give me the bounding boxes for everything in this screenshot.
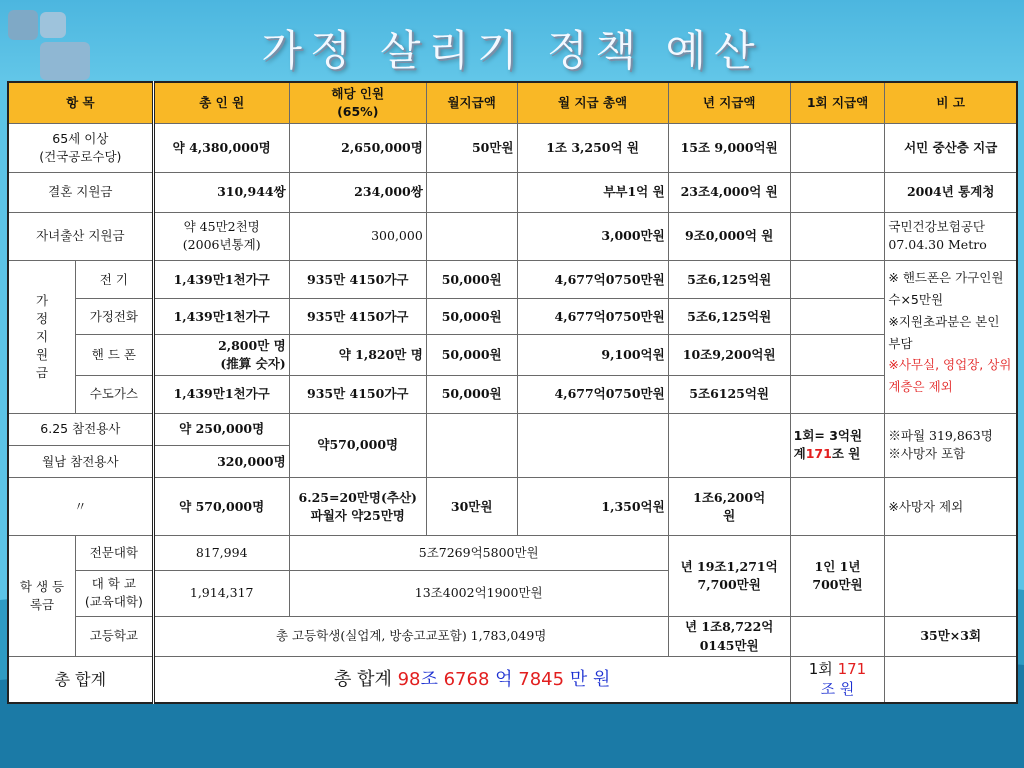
table-row: [8, 299, 1017, 335]
cell-amount: 5조7269억5800만원: [289, 536, 668, 570]
cell-onetime: [790, 299, 885, 335]
row-label: 가정전화: [76, 299, 154, 335]
row-label: 6.25 참전용사: [8, 413, 153, 445]
cell-total: 2,800만 명 (推算 숫자): [153, 335, 289, 375]
note-line-red: ※사무실, 영업장, 상위계층은 제외: [888, 357, 1012, 395]
table-row: [8, 172, 1017, 212]
cell-monthly: 50만원: [426, 124, 517, 172]
cell-monthly: 30만원: [426, 478, 517, 536]
row-label: 〃: [8, 478, 153, 536]
cell-yearly: 9조0,000억 원: [668, 212, 790, 260]
table-row: [8, 478, 1017, 536]
cell-monthly-total: 4,677억0750만원: [517, 375, 668, 413]
total-unit: 억: [495, 668, 513, 690]
cell-yearly: 1조6,200억 원: [668, 478, 790, 536]
cell-target: 234,000쌍: [289, 172, 426, 212]
cell-onetime: [790, 478, 885, 536]
cell-total: 1,914,317: [153, 570, 289, 616]
cell-target: 6.25=20만명(추산) 파월자 약25만명: [289, 478, 426, 536]
row-label: 자녀출산 지원금: [8, 212, 153, 260]
cell-monthly-total: 부부1억 원: [517, 172, 668, 212]
onetime-unit: 조 원: [831, 446, 861, 462]
cell-monthly: 50,000원: [426, 335, 517, 375]
row-label: 65세 이상 (건국공로수당): [8, 124, 153, 172]
table-row: [8, 616, 1017, 656]
cell-monthly-total: 4,677억0750만원: [517, 299, 668, 335]
cell-description: 총 고등학생(실업계, 방송고교포함) 1,783,049명: [153, 616, 668, 656]
cell-note: ※사망자 제외: [885, 478, 1017, 536]
header-target: 해당 인원 (65%): [289, 82, 426, 124]
cell-note: [885, 657, 1017, 703]
cell-total: 310,944쌍: [153, 172, 289, 212]
table-row: [8, 335, 1017, 375]
cell-total: 약 4,380,000명: [153, 124, 289, 172]
cell-amount: 13조4002억1900만원: [289, 570, 668, 616]
total-prefix: 총 합계: [333, 668, 392, 690]
total-unit: 조: [420, 668, 438, 690]
row-label: 전문대학: [76, 536, 154, 570]
cell-onetime: [790, 413, 885, 477]
cell-note: [885, 536, 1017, 616]
cell-onetime: [790, 124, 885, 172]
total-unit: 만 원: [569, 668, 611, 690]
cell-target: 300,000: [289, 212, 426, 260]
onetime-line: [794, 445, 882, 463]
cell-monthly: 50,000원: [426, 299, 517, 335]
budget-table: [7, 81, 1018, 704]
cell-note: 35만×3회: [885, 616, 1017, 656]
onetime-prefix: 1회: [808, 660, 833, 679]
header-monthly-total: 월 지급 총액: [517, 82, 668, 124]
cell-yearly: 10조9,200억원: [668, 335, 790, 375]
cell-total: 320,000명: [153, 445, 289, 477]
table-row: [8, 260, 1017, 298]
onetime-unit: 조 원: [820, 679, 855, 698]
cell-target: 약570,000명: [289, 413, 426, 477]
grand-total-onetime: [790, 657, 885, 703]
total-trillion: 98: [397, 668, 421, 690]
header-monthly: 월지급액: [426, 82, 517, 124]
row-label: 총 합계: [8, 657, 153, 703]
table-row: [8, 212, 1017, 260]
grand-total-row: [8, 657, 1017, 703]
onetime-line: 1회= 3억원: [793, 428, 863, 444]
onetime-prefix: 계: [793, 446, 806, 462]
table-row: [8, 413, 1017, 445]
cell-yearly: 5조6125억원: [668, 375, 790, 413]
cell-total: 약 570,000명: [153, 478, 289, 536]
table-header-row: [8, 82, 1017, 124]
row-label: 결혼 지원금: [8, 172, 153, 212]
cell-total: 817,994: [153, 536, 289, 570]
cell-target: 935만 4150가구: [289, 299, 426, 335]
cell-onetime: [790, 260, 885, 298]
row-label: 대 학 교 (교육대학): [76, 570, 154, 616]
cell-onetime: [790, 616, 885, 656]
cell-yearly: 년 19조1,271억7,700만원: [668, 536, 790, 616]
group-label-household: 가 정 지 원 금: [8, 260, 76, 413]
cell-note: 국민건강보험공단 07.04.30 Metro: [885, 212, 1017, 260]
row-label: 핸 드 폰: [76, 335, 154, 375]
row-label: 수도가스: [76, 375, 154, 413]
header-total: 총 인 원: [153, 82, 289, 124]
grand-total-value: [153, 657, 790, 703]
row-label: 월남 참전용사: [8, 445, 153, 477]
cell-monthly-total: 4,677억0750만원: [517, 260, 668, 298]
header-onetime: 1회 지급액: [790, 82, 885, 124]
header-yearly: 년 지급액: [668, 82, 790, 124]
cell-total: 약 250,000명: [153, 413, 289, 445]
cell-monthly: 50,000원: [426, 375, 517, 413]
cell-note: ※파월 319,863명 ※사망자 포함: [885, 413, 1017, 477]
cell-onetime: 1인 1년 700만원: [790, 536, 885, 616]
note-line: ※ 핸드폰은 가구인원수×5만원: [888, 269, 1004, 307]
cell-onetime: [790, 375, 885, 413]
group-label-students: 학 생 등 록금: [8, 536, 76, 657]
cell-total: 1,439만1천가구: [153, 375, 289, 413]
cell-yearly: 23조4,000억 원: [668, 172, 790, 212]
cell-monthly-total: 1,350억원: [517, 478, 668, 536]
cell-yearly: 년 1조8,722억0145만원: [668, 616, 790, 656]
row-label: 고등학교: [76, 616, 154, 656]
total-ten-thousand: 7845: [518, 668, 565, 690]
cell-yearly: [668, 413, 790, 477]
cell-monthly-total: 9,100억원: [517, 335, 668, 375]
cell-monthly: [426, 413, 517, 477]
cell-total: 1,439만1천가구: [153, 260, 289, 298]
cell-onetime: [790, 212, 885, 260]
cell-target: 약 1,820만 명: [289, 335, 426, 375]
cell-yearly: 5조6,125억원: [668, 299, 790, 335]
cell-yearly: 5조6,125억원: [668, 260, 790, 298]
onetime-amount: 171: [837, 660, 867, 679]
cell-monthly-total: 1조 3,250억 원: [517, 124, 668, 172]
cell-onetime: [790, 335, 885, 375]
cell-onetime: [790, 172, 885, 212]
cell-yearly: 15조 9,000억원: [668, 124, 790, 172]
household-notes: [885, 260, 1017, 413]
table-row: [8, 536, 1017, 570]
table-row: [8, 124, 1017, 172]
total-hundred-million: 6768: [443, 668, 490, 690]
cell-note: 서민 중산층 지급: [885, 124, 1017, 172]
cell-monthly: [426, 172, 517, 212]
cell-monthly: 50,000원: [426, 260, 517, 298]
cell-target: 2,650,000명: [289, 124, 426, 172]
cell-target: 935만 4150가구: [289, 260, 426, 298]
header-item: 항 목: [8, 82, 153, 124]
note-line: ※지원초과분은 본인 부담: [888, 313, 1000, 351]
table-row: [8, 375, 1017, 413]
onetime-amount: 171: [805, 446, 832, 462]
header-note: 비 고: [885, 82, 1017, 124]
cell-monthly-total: [517, 413, 668, 477]
cell-target: 935만 4150가구: [289, 375, 426, 413]
cell-monthly-total: 3,000만원: [517, 212, 668, 260]
cell-total: 1,439만1천가구: [153, 299, 289, 335]
row-label: 전 기: [76, 260, 154, 298]
cell-monthly: [426, 212, 517, 260]
cell-note: 2004년 통계청: [885, 172, 1017, 212]
cell-total: 약 45만2천명 (2006년통계): [153, 212, 289, 260]
page-title: 가정 살리기 정책 예산: [261, 26, 763, 75]
